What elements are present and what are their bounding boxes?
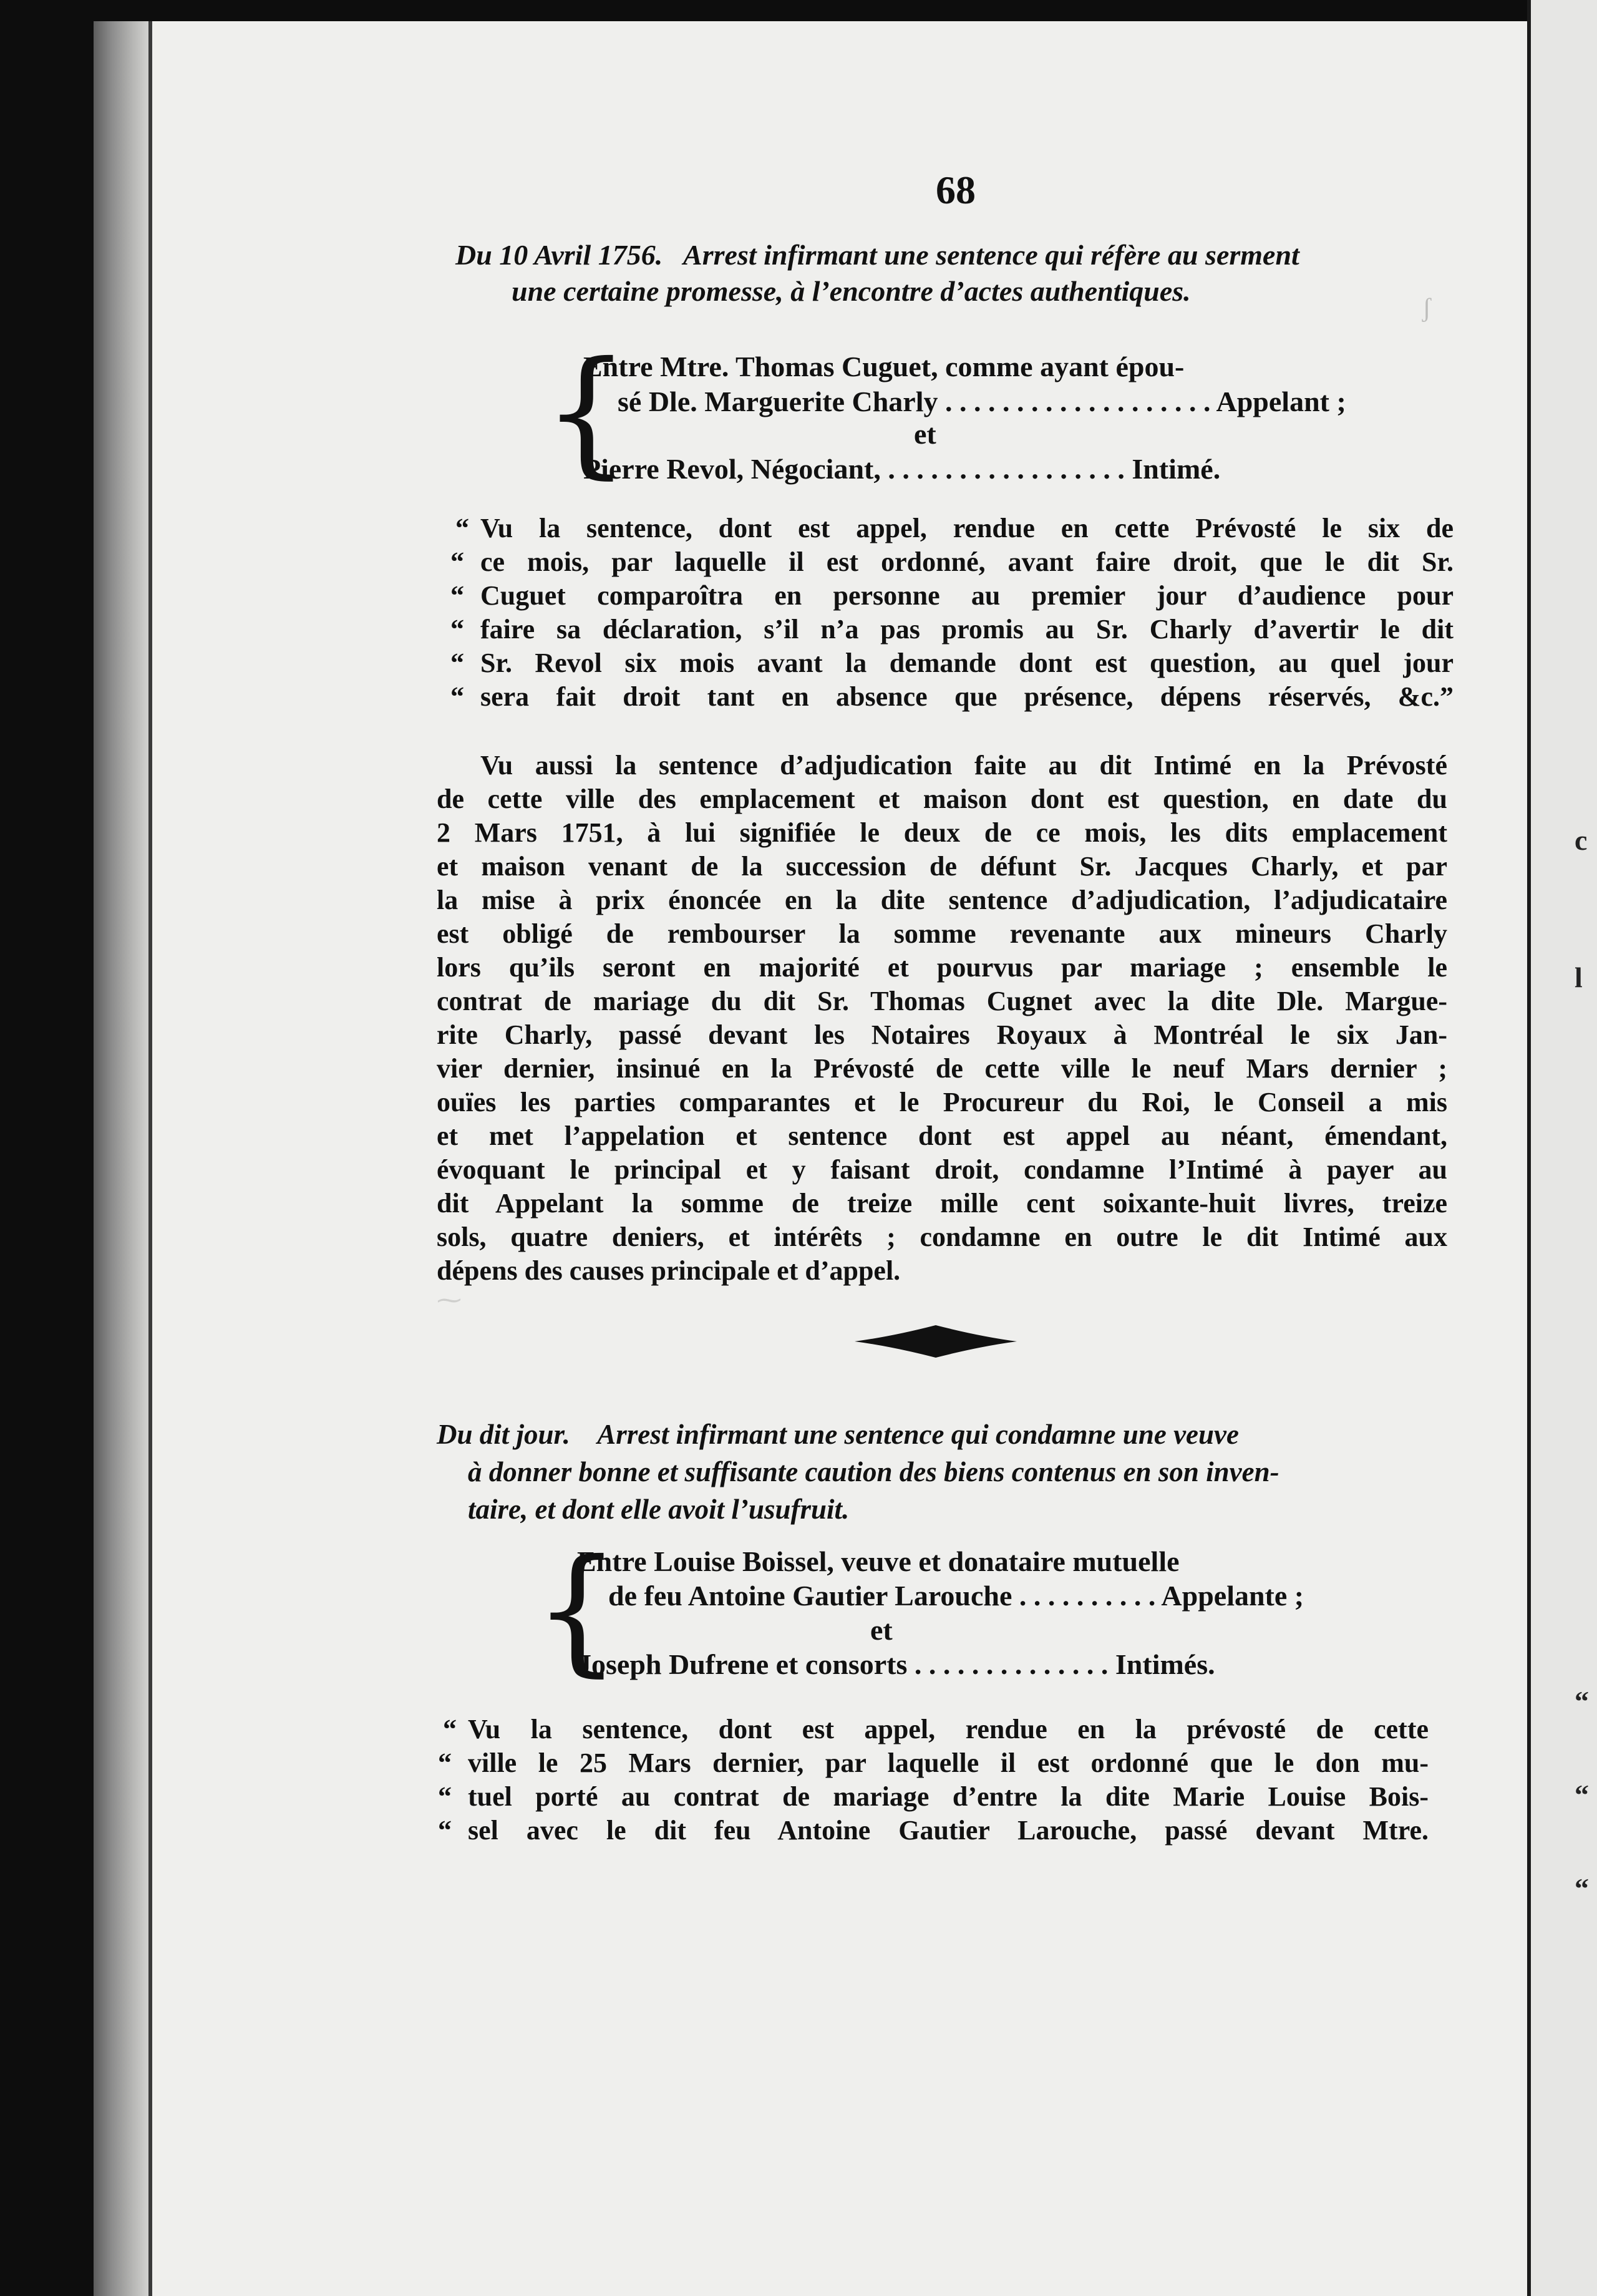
- section2-party1-line1: Entre Louise Boissel, veuve et donataire mutuelle: [577, 1545, 1180, 1577]
- section2-party-et: et: [870, 1614, 893, 1646]
- adjacent-page-edge: [1527, 0, 1597, 2296]
- section1-party1-line1: Entre Mtre. Thomas Cuguet, comme ayant épou-: [583, 351, 1185, 382]
- body-line: dit Appelant la somme de treize mille cent soixante-huit livres, treize: [437, 1188, 1447, 1219]
- section1-party1-line2: sé Dle. Marguerite Charly . . . . . . . . . . . . . . . . . . . Appelant ;: [618, 386, 1346, 417]
- quote-line: “ ce mois, par laquelle il est ordonné, avant faire droit, que le dit Sr.: [450, 547, 1454, 577]
- body-line: Vu aussi la sentence d’adjudication faite au dit Intimé en la Prévosté: [480, 750, 1447, 781]
- section1-heading-line2: une certaine promesse, à l’encontre d’actes authentiques.: [512, 275, 1191, 307]
- adjacent-page-fragment: c: [1575, 824, 1588, 856]
- section1-date: Du 10 Avril 1756.: [455, 239, 663, 271]
- section1-body: [437, 749, 1447, 1288]
- section2-party1-line2: de feu Antoine Gautier Larouche . . . . . . . . . . Appelante ;: [608, 1580, 1304, 1612]
- section2-date: Du dit jour.: [437, 1419, 570, 1450]
- body-line: ouïes les parties comparantes et le Procureur du Roi, le Conseil a mis: [437, 1087, 1447, 1117]
- adjacent-page-fragment: “: [1575, 1872, 1589, 1904]
- quote-line: “ ville le 25 Mars dernier, par laquelle il est ordonné que le don mu-: [438, 1748, 1429, 1778]
- party-brace: {: [543, 332, 630, 492]
- page-number: 68: [936, 168, 976, 212]
- quote-line: “ faire sa déclaration, s’il n’a pas promis au Sr. Charly d’avertir le dit: [450, 614, 1454, 645]
- body-line: vier dernier, insinué en la Prévosté de cette ville le neuf Mars dernier ;: [437, 1053, 1447, 1084]
- adjacent-page-fragment: “: [1575, 1685, 1589, 1717]
- section2-title: Arrest infirmant une sentence qui condamne une veuve: [597, 1419, 1239, 1450]
- section2-heading-line2: à donner bonne et suffisante caution des biens contenus en son inven-: [468, 1456, 1279, 1487]
- quote-line: “ Sr. Revol six mois avant la demande dont est question, au quel jour: [450, 648, 1454, 678]
- quote-line: “ tuel porté au contrat de mariage d’entre la dite Marie Louise Bois-: [438, 1781, 1429, 1812]
- section2-respondent-role: Intimés.: [1115, 1648, 1215, 1680]
- body-line: contrat de mariage du dit Sr. Thomas Cugnet avec la dite Dle. Margue-: [437, 986, 1447, 1016]
- section2-quote: [438, 1713, 1429, 1847]
- section1-appellant-role: Appelant ;: [1216, 386, 1346, 417]
- section2-appellant-role: Appelante ;: [1161, 1580, 1304, 1612]
- ornamental-divider: [855, 1323, 1017, 1360]
- body-line: rite Charly, passé devant les Notaires Royaux à Montréal le six Jan-: [437, 1019, 1447, 1050]
- body-line: et met l’appelation et sentence dont est appel au néant, émendant,: [437, 1121, 1447, 1151]
- body-line: et maison venant de la succession de défunt Sr. Jacques Charly, et par: [437, 851, 1447, 882]
- section1-quote: [450, 512, 1454, 714]
- body-line: est obligé de rembourser la somme revenante aux mineurs Charly: [437, 918, 1447, 949]
- section1-respondent-role: Intimé.: [1132, 453, 1221, 485]
- section1-heading-line1: [455, 237, 1299, 273]
- body-line: la mise à prix énoncée en la dite sentence d’adjudication, l’adjudicataire: [437, 885, 1447, 915]
- book-spine-shadow: [94, 21, 151, 2296]
- bleed-through-text: ʃ: [1422, 294, 1431, 323]
- quote-line: “ sera fait droit tant en absence que présence, dépens réservés, &c.”: [450, 681, 1454, 712]
- quote-line: Vu la sentence, dont est appel, rendue en la prévosté de cette “: [443, 1714, 1429, 1744]
- section2-heading-line1: [437, 1416, 1239, 1452]
- body-line: sols, quatre deniers, et intérêts ; condamne en outre le dit Intimé aux: [437, 1222, 1447, 1252]
- quote-line: “ Cuguet comparoîtra en personne au premier jour d’audience pour: [450, 580, 1454, 611]
- adjacent-page-fragment: l: [1575, 961, 1583, 993]
- body-line: lors qu’ils seront en majorité et pourvus par mariage ; ensemble le: [437, 952, 1447, 983]
- quote-line: “ sel avec le dit feu Antoine Gautier Larouche, passé devant Mtre.: [438, 1815, 1429, 1846]
- spine-edge-line: [148, 21, 152, 2296]
- bleed-through-text: ⁓: [437, 1286, 462, 1314]
- party-brace: {: [533, 1530, 621, 1690]
- body-line: évoquant le principal et y faisant droit, condamne l’Intimé à payer au: [437, 1154, 1447, 1185]
- body-line: 2 Mars 1751, à lui signifiée le deux de ce mois, les dits emplacement: [437, 817, 1447, 848]
- body-line: dépens des causes principale et d’appel.: [437, 1255, 901, 1286]
- section1-party-et: et: [914, 418, 936, 450]
- quote-line: Vu la sentence, dont est appel, rendue en cette Prévosté le six de “: [455, 513, 1454, 543]
- adjacent-page-fragment: “: [1575, 1779, 1589, 1811]
- section2-party2: Joseph Dufrene et consorts . . . . . . . . . . . . . . Intimés.: [577, 1648, 1215, 1680]
- section1-party2: Pierre Revol, Négociant, . . . . . . . . . . . . . . . . . Intimé.: [583, 453, 1221, 485]
- section2-heading-line3: taire, et dont elle avoit l’usufruit.: [468, 1494, 850, 1525]
- section1-title: Arrest infirmant une sentence qui réfère au serment: [683, 239, 1299, 271]
- body-line: de cette ville des emplacement et maison dont est question, en date du: [437, 784, 1447, 814]
